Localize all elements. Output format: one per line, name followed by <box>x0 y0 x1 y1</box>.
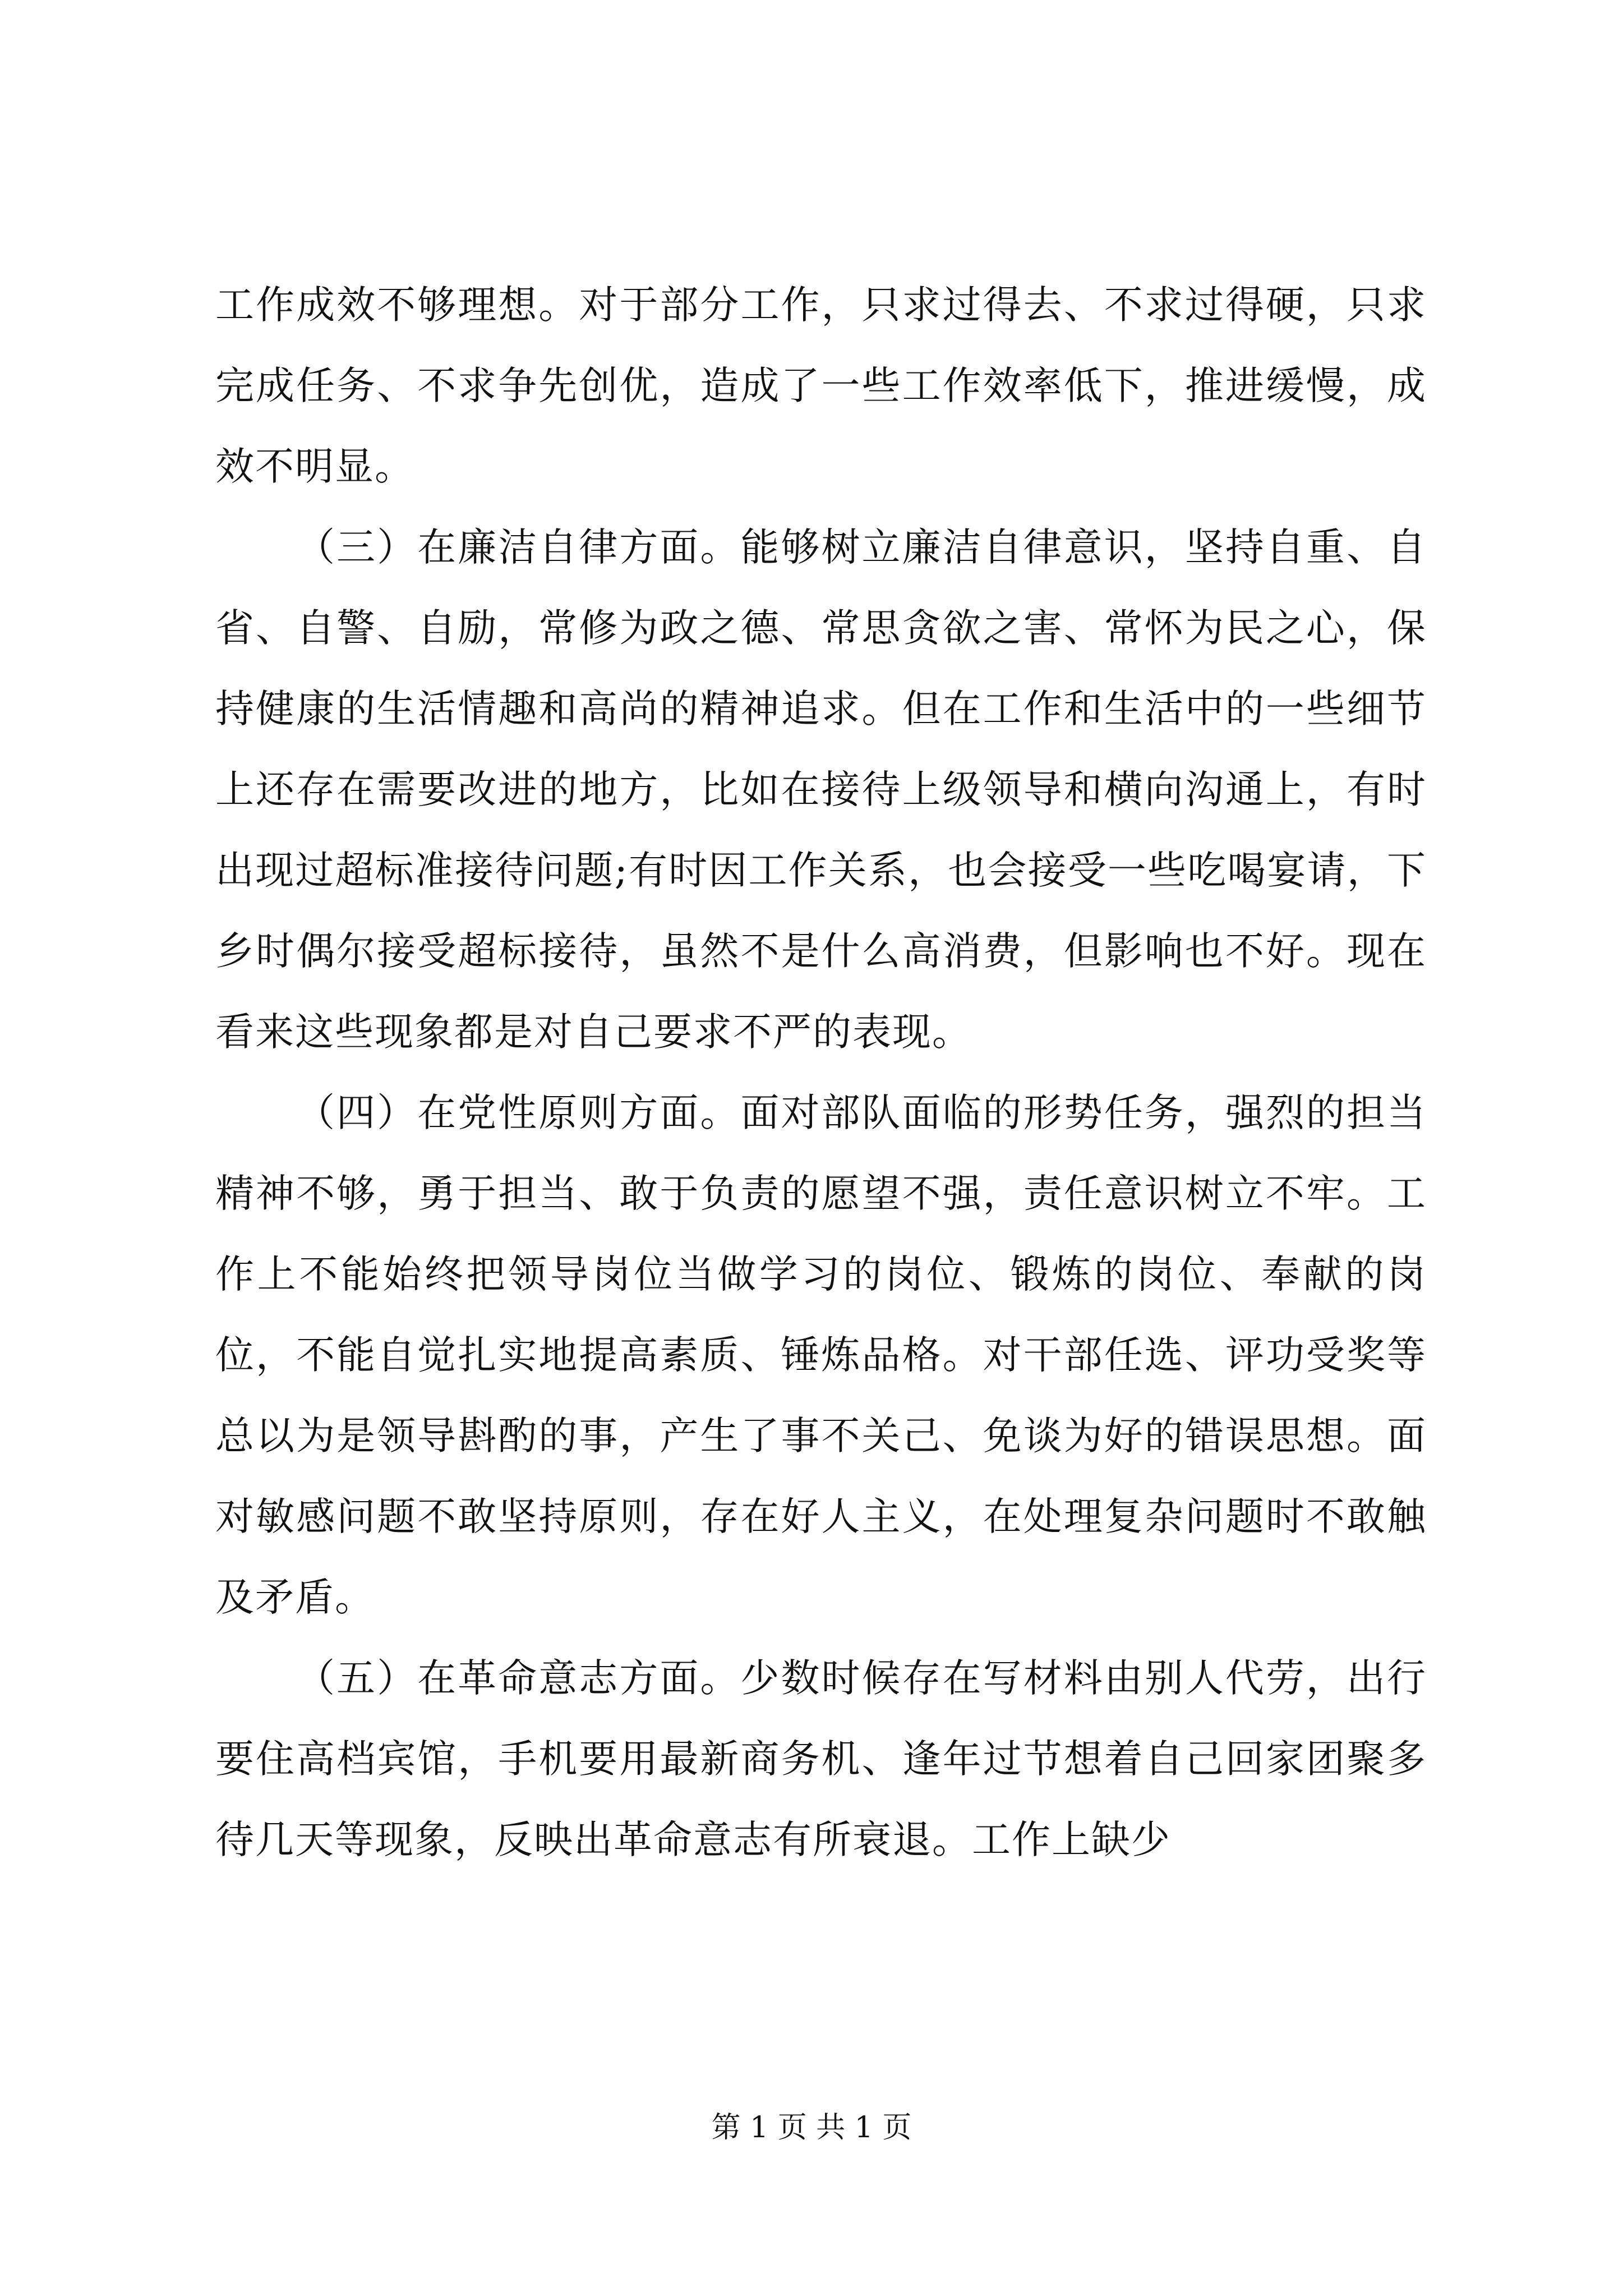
document-body <box>215 265 1427 1880</box>
paragraph-party-principle: （四）在党性原则方面。面对部队面临的形势任务，强烈的担当精神不够，勇于担当、敢于负责的愿望不强，责任意识树立不牢。工作上不能始终把领导岗位当做学习的岗位、锻炼的岗位、奉献的岗位，不能自觉扎实地提高素质、锤炼品格。对干部任选、评功受奖等总以为是领导斟酌的事，产生了事不关己、免谈为好的错误思想。面对敏感问题不敢坚持原则，存在好人主义，在处理复杂问题时不敢触及矛盾。 <box>215 1091 1427 1620</box>
paragraph-integrity: （三）在廉洁自律方面。能够树立廉洁自律意识，坚持自重、自省、自警、自励，常修为政之德、常思贪欲之害、常怀为民之心，保持健康的生活情趣和高尚的精神追求。但在工作和生活中的一些细节上还存在需要改进的地方，比如在接待上级领导和横向沟通上，有时出现过超标准接待问题;有时因工作关系，也会接受一些吃喝宴请，下乡时偶尔接受超标接待，虽然不是什么高消费，但影响也不好。现在看来这些现象都是对自己要求不严的表现。 <box>215 525 1427 1055</box>
page-footer: 第 1 页 共 1 页 <box>711 2111 912 2145</box>
paragraph-revolutionary-will: （五）在革命意志方面。少数时候存在写材料由别人代劳，出行要住高档宾馆，手机要用最新商务机、逢年过节想着自己回家团聚多待几天等现象，反映出革命意志有所衰退。工作上缺少 <box>215 1656 1427 1862</box>
paragraph-continuation: 工作成效不够理想。对于部分工作，只求过得去、不求过得硬，只求完成任务、不求争先创优，造成了一些工作效率低下，推进缓慢，成效不明显。 <box>215 283 1427 489</box>
